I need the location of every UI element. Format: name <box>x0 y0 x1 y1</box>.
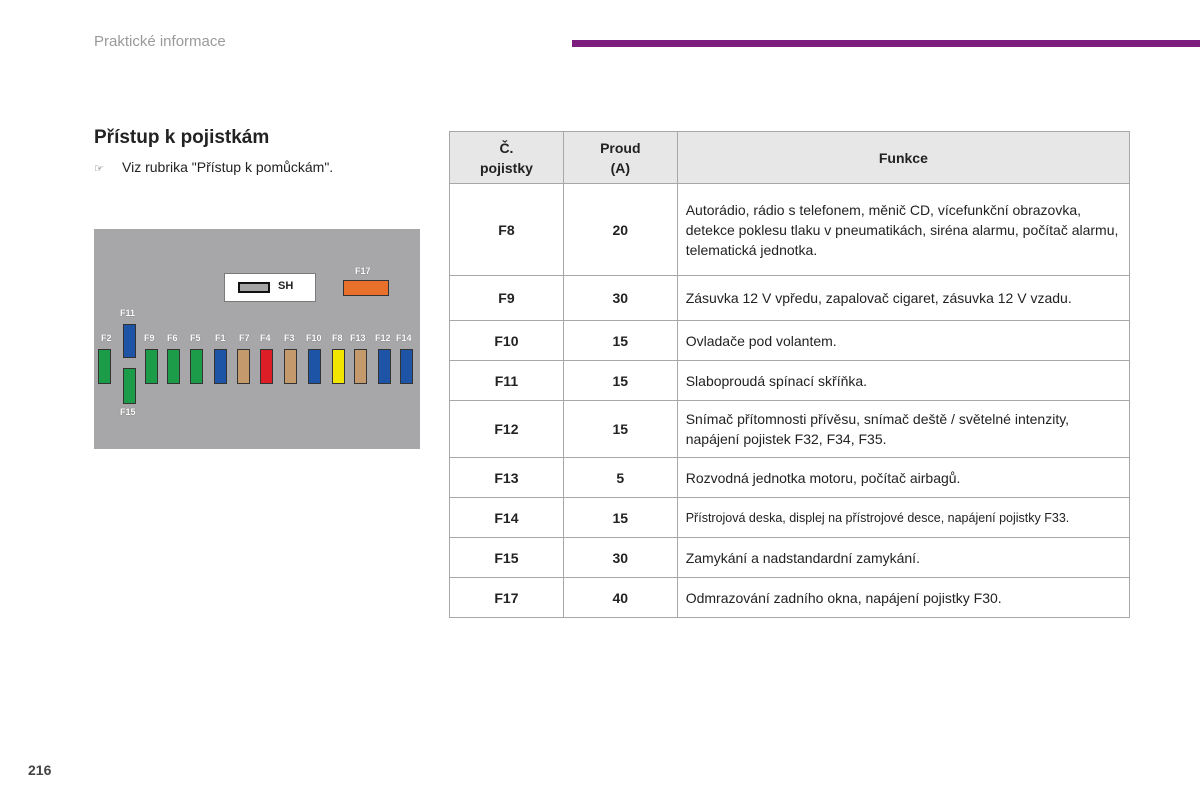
sh-fuse-icon <box>238 282 270 293</box>
fuse-label-f14: F14 <box>396 333 412 343</box>
fuse-label-f6: F6 <box>167 333 178 343</box>
fuse-label-f15: F15 <box>120 407 136 417</box>
header-current: Proud (A) <box>563 132 677 184</box>
function-cell: Odmrazování zadního okna, napájení pojistky F30. <box>677 578 1129 618</box>
fuse-f17 <box>343 280 389 296</box>
current-cell: 15 <box>563 401 677 458</box>
table-row <box>450 361 1130 401</box>
table-row <box>450 276 1130 321</box>
header-title: Praktické informace <box>94 33 226 50</box>
table-row <box>450 578 1130 618</box>
header-fuse-number: Č. pojistky <box>450 132 564 184</box>
function-cell: Autorádio, rádio s telefonem, měnič CD, vícefunkční obrazovka, detekce poklesu tlaku v pneumatikách, siréna alarmu, počítač alarmu, telematická jednotka. <box>677 184 1129 276</box>
table-row <box>450 401 1130 458</box>
section-note <box>94 159 333 175</box>
fuse-table <box>449 131 1130 618</box>
fuse-label-f2: F2 <box>101 333 112 343</box>
fuse-label-f4: F4 <box>260 333 271 343</box>
fuse-label-f3: F3 <box>284 333 295 343</box>
fuse-label-f12: F12 <box>375 333 391 343</box>
fuse-label-f9: F9 <box>144 333 155 343</box>
current-cell: 15 <box>563 321 677 361</box>
fuse-f9 <box>145 349 158 384</box>
function-cell: Přístrojová deska, displej na přístrojové desce, napájení pojistky F33. <box>677 498 1129 538</box>
function-cell: Ovladače pod volantem. <box>677 321 1129 361</box>
fuse-f3 <box>284 349 297 384</box>
fuse-label-f10: F10 <box>306 333 322 343</box>
fuse-f10 <box>308 349 321 384</box>
current-cell: 5 <box>563 458 677 498</box>
fuse-label-f8: F8 <box>332 333 343 343</box>
header-function: Funkce <box>677 132 1129 184</box>
fuse-f6 <box>167 349 180 384</box>
fuse-number-cell: F17 <box>450 578 564 618</box>
fuse-label-f1: F1 <box>215 333 226 343</box>
fuse-f14 <box>400 349 413 384</box>
fuse-number-cell: F12 <box>450 401 564 458</box>
current-cell: 30 <box>563 538 677 578</box>
function-cell: Snímač přítomnosti přívěsu, snímač deště / světelné intenzity, napájení pojistek F32, F34, F35. <box>677 401 1129 458</box>
fuse-label-f11: F11 <box>120 308 136 318</box>
sh-label: SH <box>278 280 294 292</box>
fuse-f15 <box>123 368 136 404</box>
sh-slot <box>224 273 316 302</box>
section-note-text: Viz rubrika "Přístup k pomůckám". <box>122 159 334 175</box>
fuse-label-f7: F7 <box>239 333 250 343</box>
function-cell: Rozvodná jednotka motoru, počítač airbagů. <box>677 458 1129 498</box>
function-cell: Zásuvka 12 V vpředu, zapalovač cigaret, zásuvka 12 V vzadu. <box>677 276 1129 321</box>
section-title: Přístup k pojistkám <box>94 127 270 148</box>
fuse-label-f13: F13 <box>350 333 366 343</box>
fuse-f13 <box>354 349 367 384</box>
fuse-f1 <box>214 349 227 384</box>
fuse-f12 <box>378 349 391 384</box>
fuse-f8 <box>332 349 345 384</box>
table-row <box>450 458 1130 498</box>
table-row <box>450 498 1130 538</box>
current-cell: 30 <box>563 276 677 321</box>
fuse-number-cell: F8 <box>450 184 564 276</box>
fuse-number-cell: F15 <box>450 538 564 578</box>
fuse-number-cell: F13 <box>450 458 564 498</box>
f17-label: F17 <box>355 266 371 276</box>
table-row <box>450 538 1130 578</box>
fuse-f2 <box>98 349 111 384</box>
current-cell: 20 <box>563 184 677 276</box>
fuse-f4 <box>260 349 273 384</box>
current-cell: 40 <box>563 578 677 618</box>
fuse-number-cell: F11 <box>450 361 564 401</box>
current-cell: 15 <box>563 498 677 538</box>
fuse-number-cell: F10 <box>450 321 564 361</box>
fuse-number-cell: F14 <box>450 498 564 538</box>
header-accent-bar <box>572 40 1200 47</box>
page-number: 216 <box>28 762 52 778</box>
table-row <box>450 184 1130 276</box>
hand-pointer-icon: ☞ <box>94 163 104 175</box>
fuse-f7 <box>237 349 250 384</box>
table-header-row <box>450 132 1130 184</box>
fuse-f11 <box>123 324 136 358</box>
current-cell: 15 <box>563 361 677 401</box>
fuse-number-cell: F9 <box>450 276 564 321</box>
function-cell: Zamykání a nadstandardní zamykání. <box>677 538 1129 578</box>
table-row <box>450 321 1130 361</box>
function-cell: Slaboproudá spínací skříňka. <box>677 361 1129 401</box>
fuse-box-diagram <box>94 229 420 449</box>
fuse-label-f5: F5 <box>190 333 201 343</box>
fuse-f5 <box>190 349 203 384</box>
